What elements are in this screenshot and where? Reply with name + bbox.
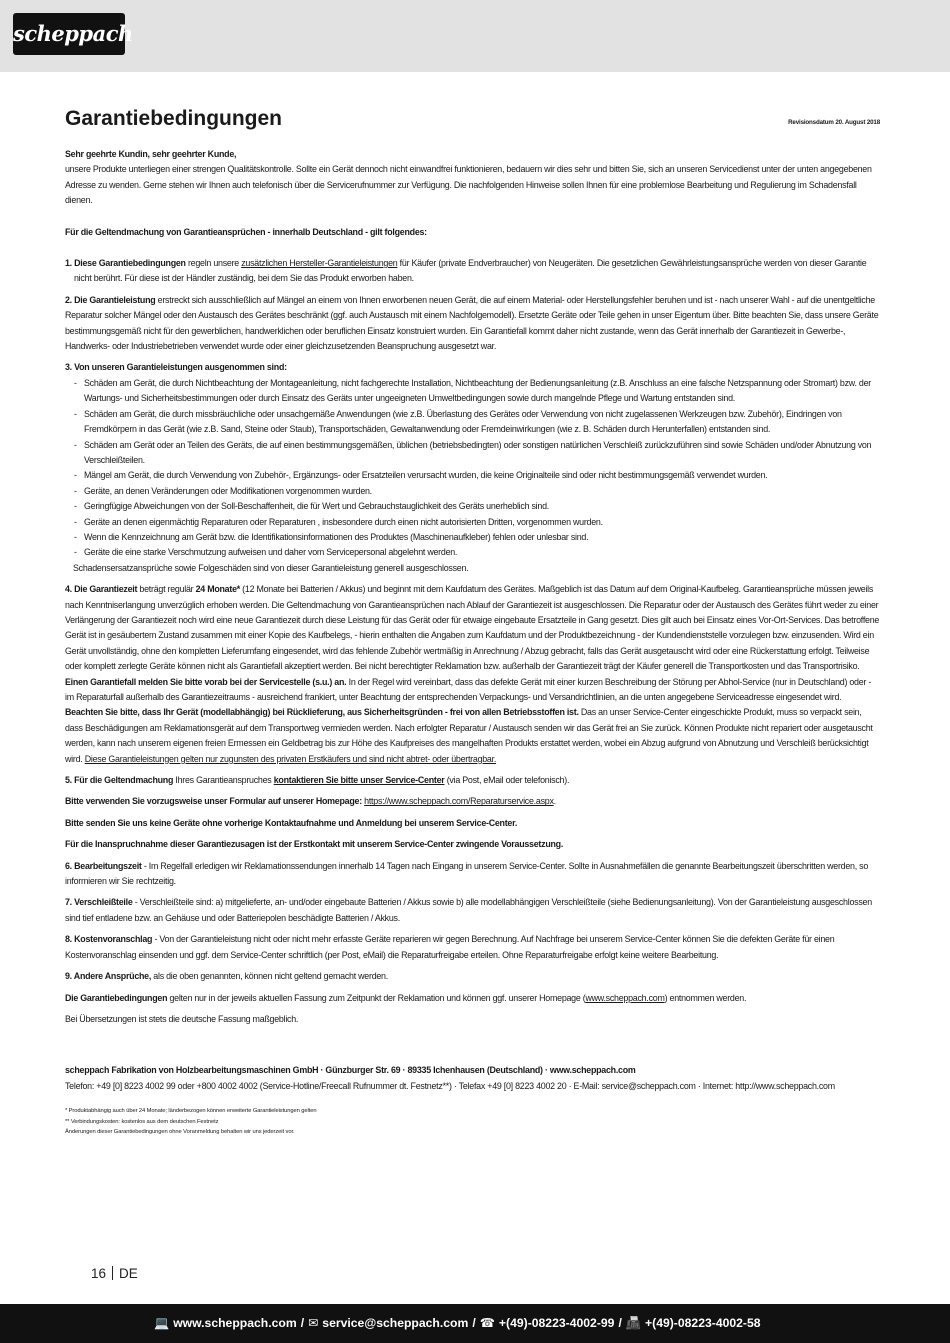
contact-footer-bar [0,1304,950,1343]
company-contact: Telefon: +49 [0] 8223 4002 99 oder +800 4002 4002 (Service-Hotline/Freecall Rufnummer dt. Festnetz**) · Telefax +49 [0] 8223 4002 20 · E-Mail: service@scheppach.com · Internet: http://www.scheppach.com [65,1080,835,1091]
exclusion-item: - Geräte an denen eigenmächtig Reparaturen oder Reparaturen , insbesondere durch einen nicht autorisierten Dritten, vorgenommen wurden. [65,515,880,530]
exclusion-item: - Schäden am Gerät oder an Teilen des Geräts, die auf einen bestimmungsgemäßen, üblichen (betriebsbedingten) oder sonstigen natürlichen Verschleiß zurückzuführen sind sowie Schäden und/oder Abnutzung von Verschleißteilen. [65,438,880,469]
language-code: DE [119,1266,138,1281]
scheppach-logo[interactable]: scheppach [13,13,125,55]
footnote: Änderungen dieser Garantiebedingungen ohne Voranmeldung behalten wir uns jederzeit vor. [65,1129,295,1136]
repair-service-link[interactable]: https://www.scheppach.com/Reparaturservice.aspx [364,796,554,807]
page-title: Garantiebedingungen [65,107,283,130]
homepage-link[interactable]: www.scheppach.com [585,992,665,1003]
footer-fax: 📠 +(49)-08223-4002-58 [626,1316,761,1330]
section-1: 1. Diese Garantiebedingungen regeln unsere zusätzlichen Hersteller-Garantieleistungen für Käufer (private Endverbraucher) von Neugeräten. Die gesetzlichen Gewährleistungsansprüche werden von dieser Garantie nicht berührt. Für diese ist der Händler zuständig, bei dem Sie das Produkt erworben haben. [65,258,867,284]
intro-paragraph: unsere Produkte unterliegen einer strengen Qualitätskontrolle. Sollte ein Gerät dennoch nicht einwandfrei funktionieren, bedauern wir dies sehr und bitten Sie, sich an unseren Servicedienst unter der unten angegebenen Adresse zu wenden. Gerne stehen wir Ihnen auch telefonisch über die Servicerufnummer zur Verfügung. Die nachfolgenden Hinweise sollen Ihnen für eine problemlose Bearbeitung und Regulierung im Schadensfall dienen. [65,164,872,206]
exclusion-item: - Geräte die eine starke Verschmutzung aufweisen und daher vom Servicepersonal abgelehnt werden. [65,545,880,560]
exclusion-item: - Geräte, an denen Veränderungen oder Modifikationen vorgenommen wurden. [65,484,880,499]
scope-heading: Für die Geltendmachung von Garantieansprüchen - innerhalb Deutschland - gilt folgendes: [65,226,427,237]
exclusion-item: - Schäden am Gerät, die durch Nichtbeachtung der Montageanleitung, nicht fachgerechte Installation, Nichtbeachtung der Bedienungsanleitung (z.B. Anschluss an eine falsche Netzspannung oder Stromart) bzw. der Wartungs- und Sicherheitsbestimmungen oder durch Einsatz des Geräts unter ungeeigneten Umweltbedingungen sowie durch mangelnde Pflege und Wartung entstanden sind. [65,376,880,407]
footer-email[interactable]: ✉ service@scheppach.com [308,1316,468,1330]
greeting: Sehr geehrte Kundin, sehr geehrter Kunde, [65,149,237,159]
first-contact-note: Für die Inanspruchnahme dieser Garantiezusagen ist der Erstkontakt mit unserem Service-Center zwingende Voraussetzung. [65,839,564,850]
exclusion-item: - Mängel am Gerät, die durch Verwendung von Zubehör-, Ergänzungs- oder Ersatzteilen verursacht wurden, die keine Originalteile sind oder nicht bestimmungsgemäß verwendet wurden. [65,468,880,483]
section-4: 4. Die Garantiezeit beträgt regulär 24 Monate* (12 Monate bei Batterien / Akkus) und beginnt mit dem Kaufdatum des Gerätes. Maßgeblich ist das Datum auf dem Original-Kaufbeleg. Garantieansprüche müssen jeweils nach Kenntniserlangung unverzüglich erhoben werden. Die Geltendmachung von Garantieansprüchen nach Ablauf der Garantiezeit ist ausgeschlossen. Die Reparatur oder der Austausch des Gerätes führt weder zu einer Verlängerung der Garantiezeit noch wird eine neue Garantiezeit durch diese Leistung für das Gerät oder für etwaige eingebaute Ersatzteile in Gang gesetzt. Dies gilt auch bei Einsatz eines Vor-Ort-Services. Das betroffene Gerät ist in gesäubertem Zustand zusammen mit einer Kopie des Kaufbelegs, - hierin enthalten die Angaben zum Kaufdatum und der Produktbezeichnung - der Kundendienststelle vorzulegen bzw. einzusenden. Wird ein Gerät unvollständig, ohne den kompletten Lieferumfang eingesendet, wird das fehlende Zubehör wertmäßig in Anrechnung / Abzug gebracht, falls das Gerät ausgetauscht wird oder eine Rückerstattung erfolgt. Teilweise oder komplett zerlegte Geräte können nicht als Garantiefall akzeptiert werden. Bei nicht berechtigter Reklamation bzw. außerhalb der Garantiezeit trägt der Käufer generell die Transportkosten und das Transportrisiko. Einen Garantiefall melden Sie bitte vorab bei der Servicestelle (s.u.) an. In der Regel wird vereinbart, dass das defekte Gerät mit einer kurzen Beschreibung der Störung per Abhol-Service (nur in Deutschland) oder - im Reparaturfall außerhalb des Garantiezeitraums - ausreichend frankiert, unter Beachtung der entsprechenden Verpackungs- und Versandrichtlinien, an die unten angegebene Serviceadresse eingesendet wird. Beachten Sie bitte, dass Ihr Gerät (modellabhängig) bei Rücklieferung, aus Sicherheitsgründen - frei von allen Betriebsstoffen ist. Das an unser Service-Center eingeschickte Produkt, muss so verpackt sein, dass Beschädigungen am Reklamationsgerät auf dem Transportweg vermieden werden. Nach erfolgter Reparatur / Austausch senden wir das Gerät frei an Sie zurück. Können Produkte nicht repariert oder ausgetauscht werden, kann nach unserem eigenen freien Ermessen ein Geldbetrag bis zur Höhe des Kaufpreises des mangelhaften Produkts erstattet werden, wobei ein Abzug aufgrund von Abnutzung und Verschleiß berücksichtigt wird. Diese Garantieleistungen gelten nur zugunsten des privaten Erstkäufers und sind nicht abtret- oder übertragbar. [65,584,880,764]
fax-icon: 📠 [625,1316,642,1330]
company-address: scheppach Fabrikation von Holzbearbeitungsmaschinen GmbH · Günzburger Str. 69 · 89335 Ichenhausen (Deutschland) · www.scheppach.com [65,1065,636,1076]
section-5: 5. Für die Geltendmachung Ihres Garantieanspruches kontaktieren Sie bitte unser Service-Center (via Post, eMail oder telefonisch). [65,775,570,786]
page-number: 16 DE [91,1266,138,1281]
section-3-heading: 3. Von unseren Garantieleistungen ausgenommen sind: [65,362,287,373]
footnote: ** Verbindungskosten: kostenlos aus dem deutschen Festnetz [65,1118,219,1125]
revision-date: Revisionsdatum 20. August 2018 [788,119,880,126]
mail-icon: ✉ [308,1316,319,1330]
contact-service-link: kontaktieren Sie bitte unser Service-Center [273,775,445,786]
section-9: 9. Andere Ansprüche, als die oben genannten, können nicht geltend gemacht werden. [65,971,388,982]
footnotes [65,1106,880,1138]
supplementary-warranty-link: zusätzlichen Hersteller-Garantieleistungen [241,258,398,269]
contact-footer-row: 💻 www.scheppach.com / ✉ service@scheppach.com / ☎ +(49)-08223-4002-99 / 📠 +(49)-08223-4002-58 [154,1304,761,1343]
exclusion-list [65,376,880,561]
section-7: 7. Verschleißteile - Verschleißteile sind: a) mitgelieferte, an- und/oder eingebaute Batterien / Akkus sowie b) alle modellabhängigen Verschleißteile (siehe Bedienungsanleitung). Von der Garantieleistung ausgeschlossen sind tief entladene bzw. an Gehäuse und oder Batteriepolen beschädigte Batterien / Akkus. [65,897,872,923]
exclusion-item: - Geringfügige Abweichungen von der Soll-Beschaffenheit, die für Wert und Gebrauchstauglichkeit des Geräts unerheblich sind. [65,499,880,514]
validity-note: Die Garantiebedingungen gelten nur in der jeweils aktuellen Fassung zum Zeitpunkt der Reklamation und können ggf. unserer Homepage (www.scheppach.com) entnommen werden. [65,992,747,1003]
title-row [65,105,880,135]
form-hint: Bitte verwenden Sie vorzugsweise unser Formular auf unserer Homepage: https://www.scheppach.com/Reparaturservice.aspx. [65,796,556,807]
section-2: 2. Die Garantieleistung erstreckt sich ausschließlich auf Mängel an einem von Ihnen erworbenen neuen Gerät, die auf einem Material- oder Herstellungsfehler beruhen und ist - nach unserer Wahl - auf die unentgeltliche Reparatur solcher Mängel oder den Austausch des Gerätes beschränkt (ggf. auch Austausch mit einem Nachfolgemodell). Ersetzte Geräte oder Teile gehen in unser Eigentum über. Bitte beachten Sie, dass unsere Geräte bestimmungsgemäß nicht für den gewerblichen, handwerklichen oder beruflichen Einsatz konstruiert wurden. Ein Garantiefall kommt daher nicht zustande, wenn das Gerät innerhalb der Garantiezeit in Gewerbe-, Handwerks- oder Industriebetrieben verwendet wurde oder einer gleichzusetzenden Beanspruchung ausgesetzt war. [65,294,879,352]
translation-note: Bei Übersetzungen ist stets die deutsche Fassung maßgeblich. [65,1013,299,1024]
section-6: 6. Bearbeitungszeit - Im Regelfall erledigen wir Reklamationssendungen innerhalb 14 Tagen nach Eingang in unserem Service-Center. Sollte in Ausnahmefällen die genannte Bearbeitungszeit überschritten werden, so informieren wir Sie rechtzeitig. [65,860,869,887]
header-bar [0,0,950,72]
section-8: 8. Kostenvoranschlag - Von der Garantieleistung nicht oder nicht mehr erfasste Geräte reparieren wir gegen Berechnung. Auf Nachfrage bei unserem Service-Center können Sie die defekten Geräte für einen Kostenvoranschlag einsenden und ggf. dem Service-Center schriftlich (per Post, eMail) die Reparaturfreigabe erteilen. Ohne Reparaturfreigabe erfolgt keine weitere Bearbeitung. [65,934,835,960]
phone-icon: ☎ [479,1316,495,1330]
exclusion-item: - Schäden am Gerät, die durch missbräuchliche oder unsachgemäße Anwendungen (wie z.B. Überlastung des Gerätes oder Verwendung von nicht zugelassenen Werkzeugen bzw. Zubehör), Eindringen von Fremdkörpern in das Gerät (wie z.B. Sand, Steine oder Staub), Transportschäden, Gewaltanwendung oder Fremdeinwirkungen (wie z. B. Schäden durch Herunterfallen) entstanden sind. [65,407,880,438]
laptop-icon: 💻 [154,1316,170,1330]
section-3-closing: Schadensersatzansprüche sowie Folgeschäden sind von dieser Garantieleistung generell ausgeschlossen. [73,562,469,573]
footer-phone[interactable]: ☎ +(49)-08223-4002-99 [480,1316,615,1330]
footer-website[interactable]: 💻 www.scheppach.com [154,1316,297,1330]
no-devices-note: Bitte senden Sie uns keine Geräte ohne vorherige Kontaktaufnahme und Anmeldung bei unserem Service-Center. [65,817,518,828]
exclusion-item: - Wenn die Kennzeichnung am Gerät bzw. die Identifikationsinformationen des Produktes (Maschinenaufkleber) fehlen oder unlesbar sind. [65,530,880,545]
footnote: * Produktabhängig auch über 24 Monate; länderbezogen können erweiterte Garantieleistungen gelten [65,1108,317,1115]
warranty-document [65,105,880,1138]
